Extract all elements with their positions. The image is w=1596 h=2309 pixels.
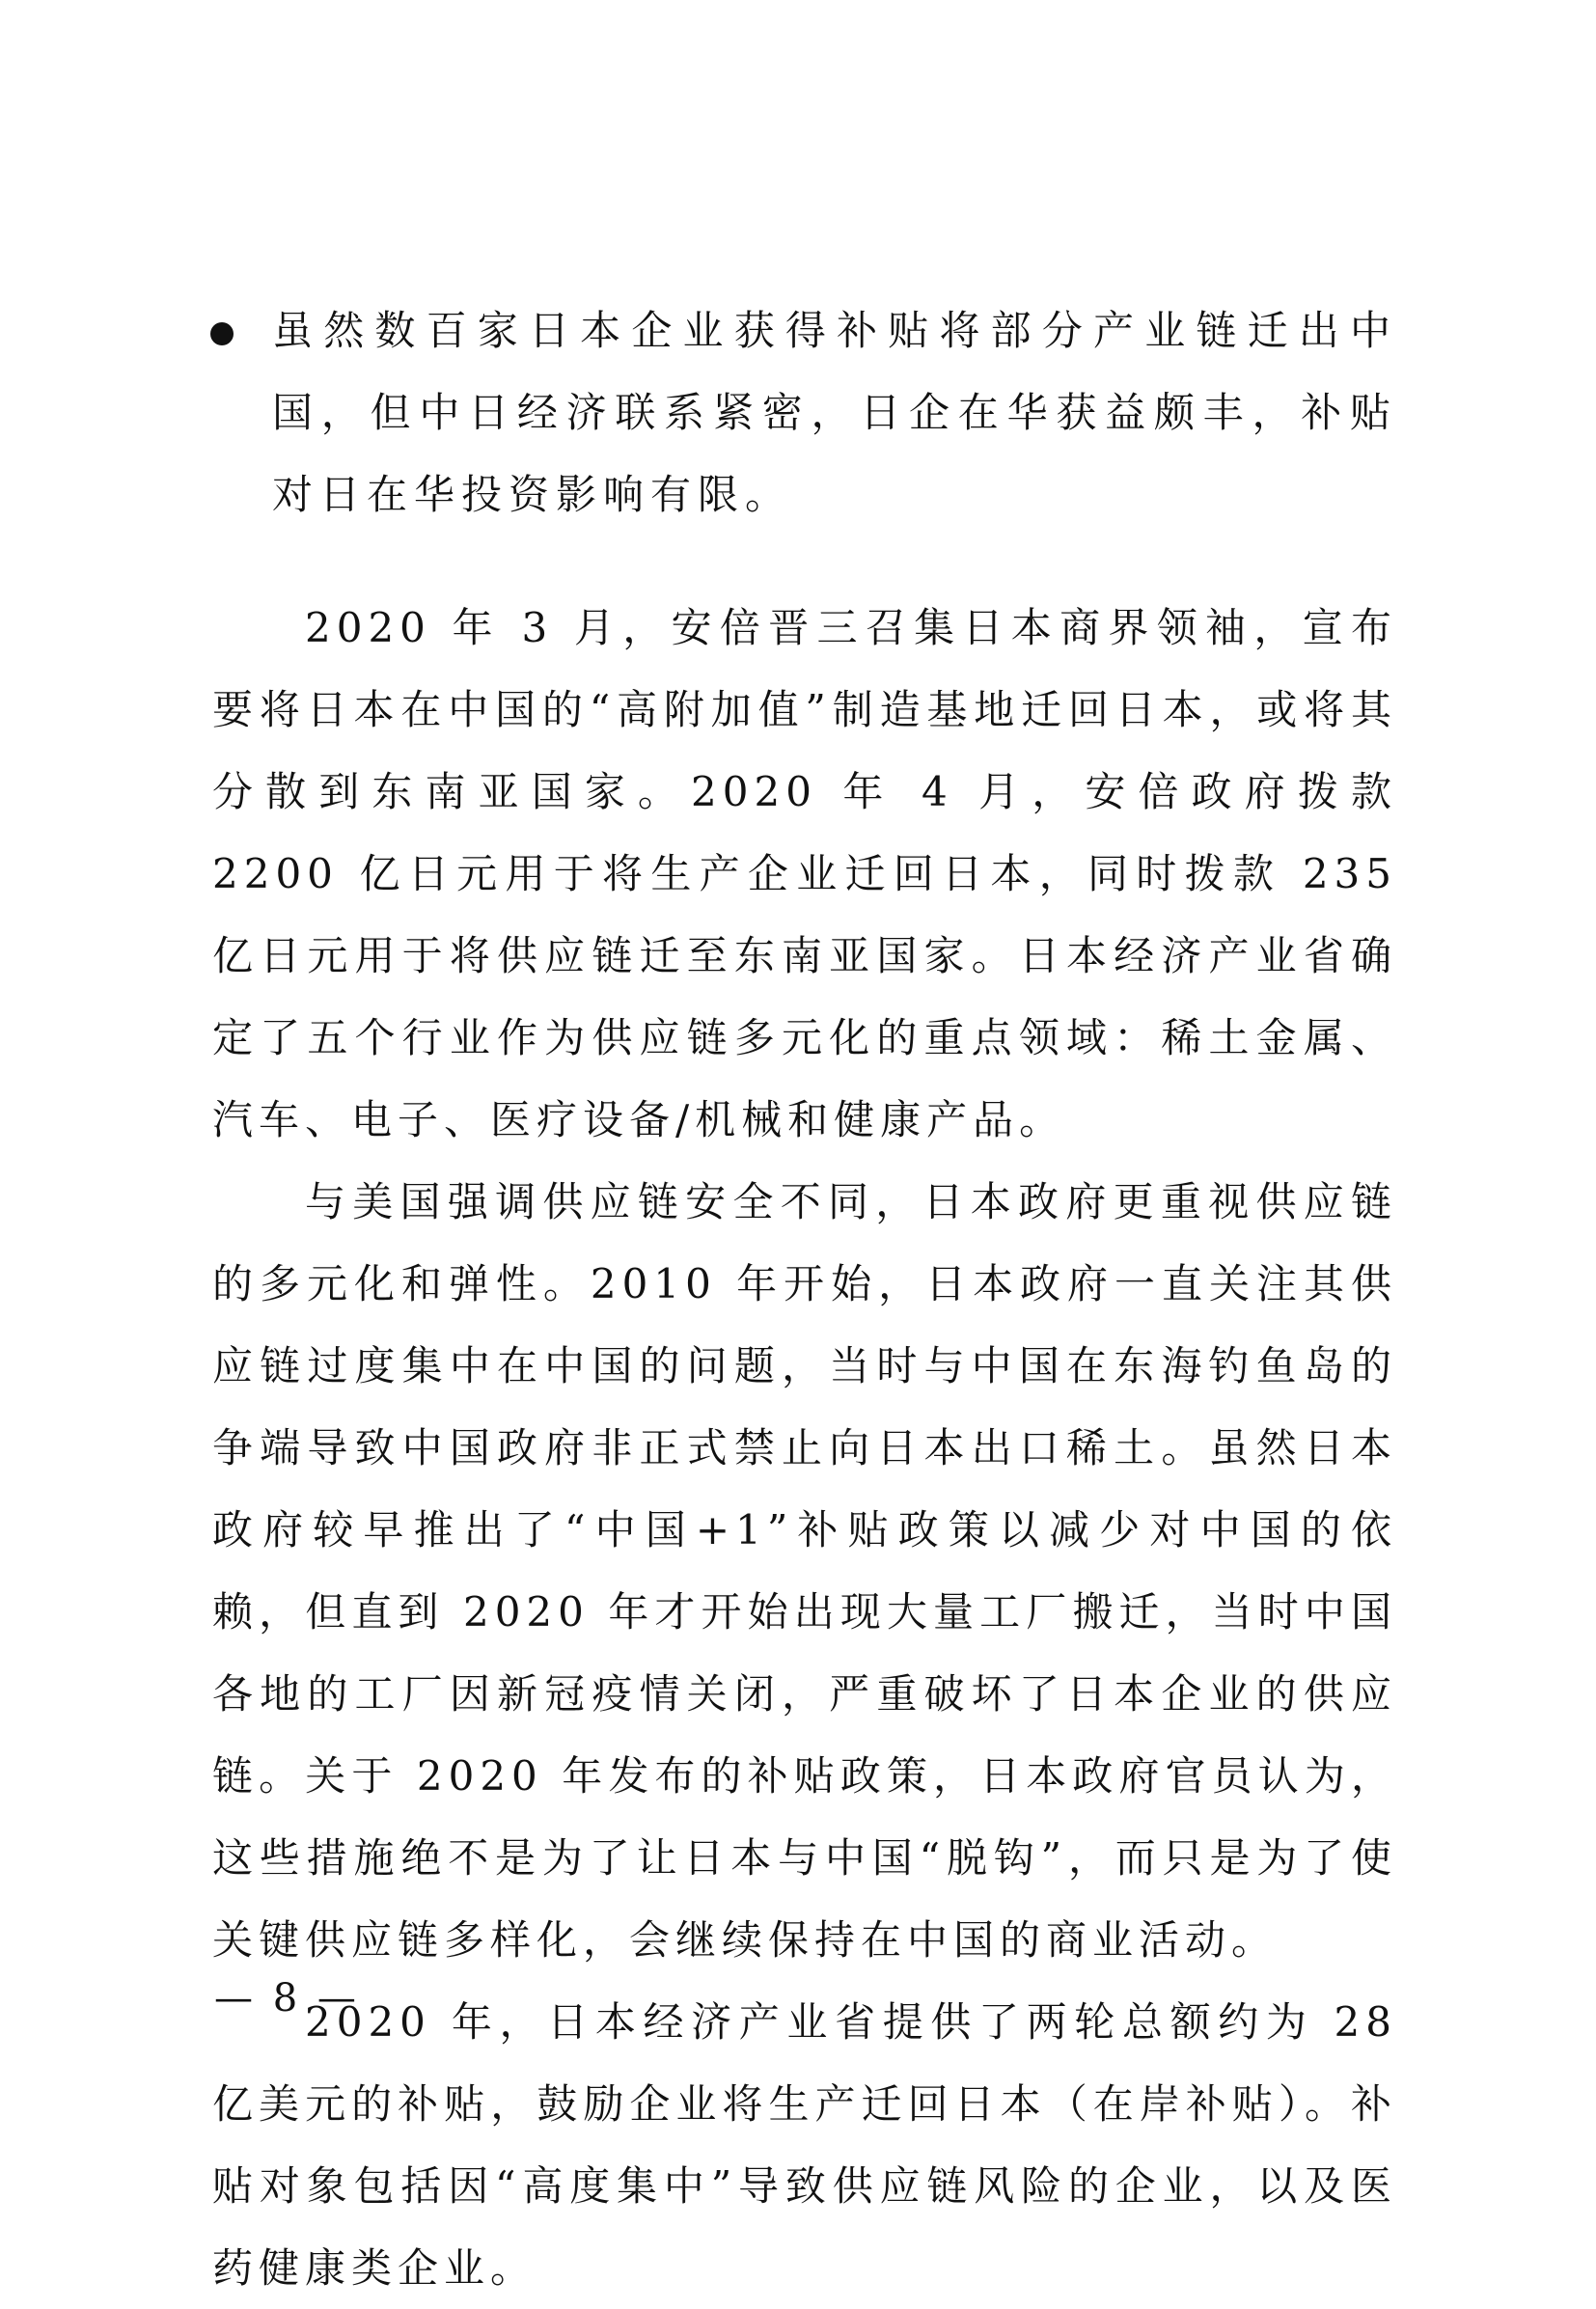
- paragraph-2: 与美国强调供应链安全不同，日本政府更重视供应链的多元化和弹性。2010 年开始，日本政府一直关注其供应链过度集中在中国的问题，当时与中国在东海钓鱼岛的争端导致中国政府非正式禁止向日本出口稀土。虽然日本政府较早推出了“中国+1”补贴政策以减少对中国的依赖，但直到 2020 年才开始出现大量工厂搬迁，当时中国各地的工厂因新冠疫情关闭，严重破坏了日本企业的供应链。关于 2020 年发布的补贴政策，日本政府官员认为，这些措施绝不是为了让日本与中国“脱钩”，而只是为了使关键供应链多样化，会继续保持在中国的商业活动。: [212, 1178, 1397, 1964]
- bullet-point: [210, 289, 1397, 536]
- paragraph-1: 2020 年 3 月，安倍晋三召集日本商界领袖，宣布要将日本在中国的“高附加值”制造基地迁回日本，或将其分散到东南亚国家。2020 年 4 月，安倍政府拨款 2200 亿日元用于将生产企业迁回日本，同时拨款 235 亿日元用于将供应链迁至东南亚国家。日本经济产业省确定了五个行业作为供应链多元化的重点领域：稀土金属、汽车、电子、医疗设备/机械和健康产品。: [212, 604, 1397, 1143]
- paragraph-3: 2020 年，日本经济产业省提供了两轮总额约为 28 亿美元的补贴，鼓励企业将生产迁回日本（在岸补贴）。补贴对象包括因“高度集中”导致供应链风险的企业，以及医药健康类企业。: [212, 1998, 1397, 2292]
- bullet-text: 虽然数百家日本企业获得补贴将部分产业链迁出中国，但中日经济联系紧密，日企在华获益颇丰，补贴对日在华投资影响有限。: [272, 307, 1397, 518]
- bullet-dot-icon: [210, 322, 234, 345]
- page-number: — 8 —: [214, 1976, 360, 2020]
- body-text: [212, 587, 1397, 2309]
